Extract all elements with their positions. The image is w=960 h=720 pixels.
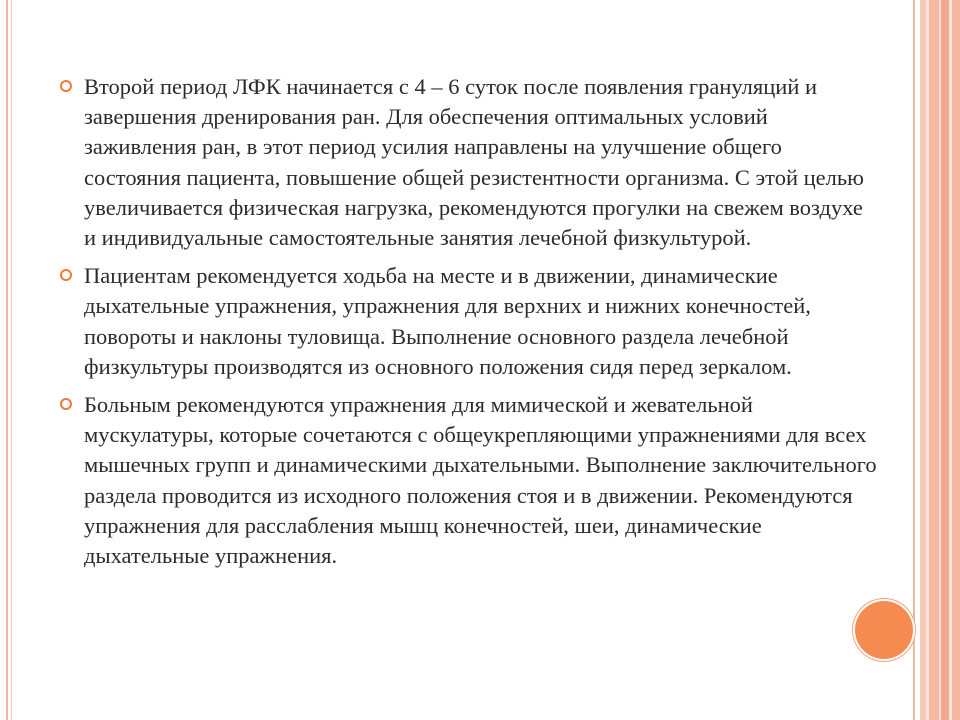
bullet-item-1 xyxy=(60,72,880,253)
bullet-item-2 xyxy=(60,261,880,382)
right-decorative-stripes xyxy=(920,0,960,720)
left-frame-line-thin xyxy=(11,0,12,720)
bullet-text: Больным рекомендуются упражнения для мимической и жевательной мускулатуры, которые сочетаются с общеукрепляющими упражнениями для всех мышечных групп и динамическими дыхательными. Выполнение заключительного раздела проводится из исходного положения стоя и в движении. Рекомендуются упражнения для расслабления мышц конечностей, шеи, динамические дыхательные упражнения. xyxy=(84,392,877,569)
bullet-circle-icon xyxy=(60,269,72,281)
stripe xyxy=(952,0,960,720)
stripe xyxy=(941,0,949,720)
left-frame-line xyxy=(6,0,8,720)
bullet-item-3 xyxy=(60,390,880,571)
stripe xyxy=(929,0,939,720)
right-frame-line xyxy=(913,0,915,720)
bullet-circle-icon xyxy=(60,398,72,410)
bullet-list xyxy=(60,72,880,579)
decorative-circle-icon xyxy=(855,601,913,659)
bullet-circle-icon xyxy=(60,80,72,92)
bullet-text: Второй период ЛФК начинается с 4 – 6 суток после появления грануляций и завершения дренирования ран. Для обеспечения оптимальных условий заживления ран, в этот период усилия направлены на улучшение общего состояния пациента, повышение общей резистентности организма. С этой целью увеличивается физическая нагрузка, рекомендуются прогулки на свежем воздухе и индивидуальные самостоятельные занятия лечебной физкультурой. xyxy=(84,74,864,251)
bullet-text: Пациентам рекомендуется ходьба на месте и в движении, динамические дыхательные упражнения, упражнения для верхних и нижних конечностей, повороты и наклоны туловища. Выполнение основного раздела лечебной физкультуры производятся из основного положения сидя перед зеркалом. xyxy=(84,263,811,379)
